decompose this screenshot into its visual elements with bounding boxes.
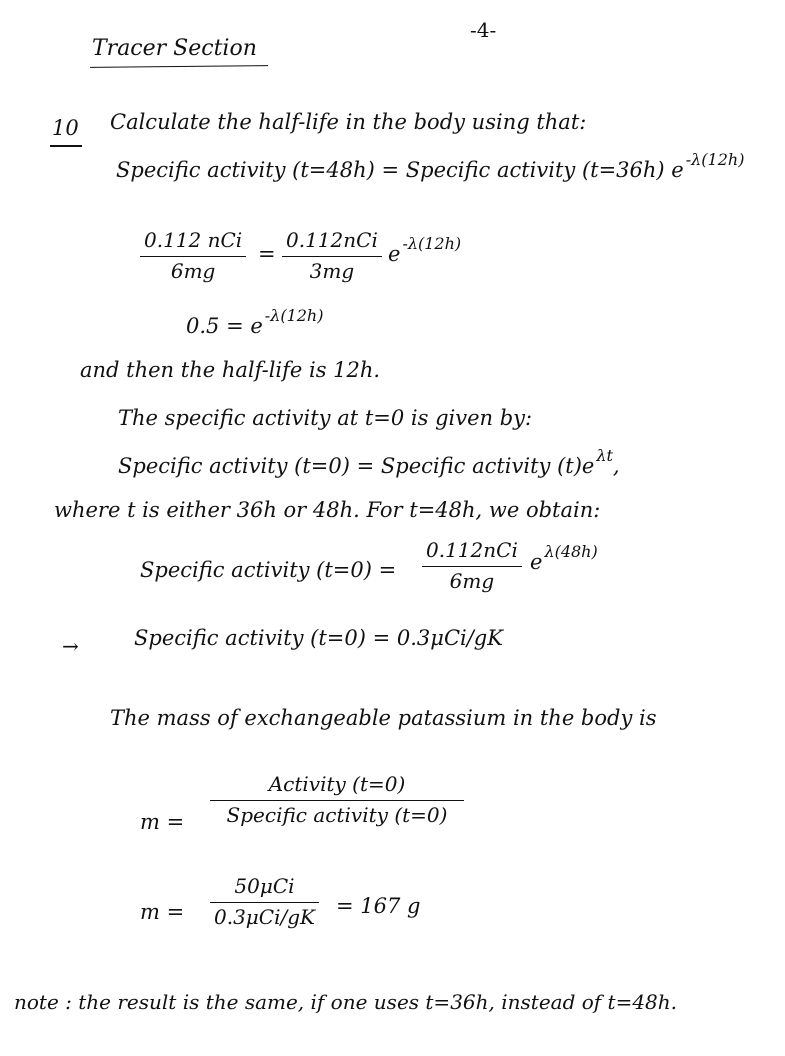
fraction-numerator: 0.112nCi — [286, 228, 378, 252]
section-title: Tracer Section — [92, 36, 257, 61]
exp-base: e — [530, 550, 543, 574]
eq5-fraction — [210, 772, 464, 827]
relation-exponent: -λ(12h) — [685, 150, 745, 169]
note-text: note : the result is the same, if one uses t=36h, instead of t=48h. — [14, 990, 678, 1014]
question-intro: Calculate the half-life in the body using that: — [110, 110, 587, 134]
exp-power: -λ(12h) — [402, 234, 462, 253]
fraction-denominator: Specific activity (t=0) — [226, 803, 448, 827]
exp-power: λ(48h) — [544, 542, 598, 561]
fraction-numerator: Activity (t=0) — [268, 772, 406, 796]
relation-exponent: λt — [596, 446, 613, 465]
eq4: Specific activity (t=0) = 0.3μCi/gK — [134, 626, 503, 650]
relation-comma: , — [612, 454, 620, 478]
fraction-numerator: 0.112 nCi — [144, 228, 243, 252]
fraction-bar — [282, 256, 382, 257]
eq6-result: = 167 g — [336, 894, 421, 918]
eq2-text: 0.5 = e — [186, 314, 263, 338]
halflife-result: and then the half-life is 12h. — [80, 358, 381, 382]
title-underline — [90, 65, 268, 68]
fraction-bar — [210, 800, 464, 801]
exp-base: e — [388, 242, 401, 266]
fraction-denominator: 3mg — [309, 259, 355, 283]
implies-arrow: → — [62, 634, 79, 658]
fraction-numerator: 50μCi — [234, 874, 295, 898]
eq1-lhs-fraction — [140, 228, 246, 283]
specific-activity-intro: The specific activity at t=0 is given by: — [118, 406, 533, 430]
fraction-denominator: 6mg — [449, 569, 495, 593]
eq1-equals: = — [258, 242, 276, 266]
relation-text: Specific activity (t=48h) = Specific activity (t=36h) e — [116, 158, 684, 182]
where-text: where t is either 36h or 48h. For t=48h, we obtain: — [54, 498, 601, 522]
eq2-exponent: -λ(12h) — [264, 306, 324, 325]
fraction-denominator: 6mg — [170, 259, 216, 283]
eq1-rhs-fraction — [282, 228, 382, 283]
eq5-lhs: m = — [140, 810, 185, 834]
question-number-underline — [50, 145, 82, 147]
eq3-lhs: Specific activity (t=0) = — [140, 558, 397, 582]
fraction-bar — [140, 256, 246, 257]
question-number: 10 — [52, 116, 79, 140]
eq6-lhs: m = — [140, 900, 185, 924]
mass-intro: The mass of exchangeable patassium in the body is — [110, 706, 657, 730]
relation-text: Specific activity (t=0) = Specific activity (t)e — [118, 454, 595, 478]
fraction-bar — [422, 566, 522, 567]
page-number: -4- — [470, 18, 497, 42]
eq6-fraction — [210, 874, 319, 929]
fraction-denominator: 0.3μCi/gK — [214, 905, 315, 929]
fraction-bar — [210, 902, 319, 903]
fraction-numerator: 0.112nCi — [426, 538, 518, 562]
eq3-fraction — [422, 538, 522, 593]
